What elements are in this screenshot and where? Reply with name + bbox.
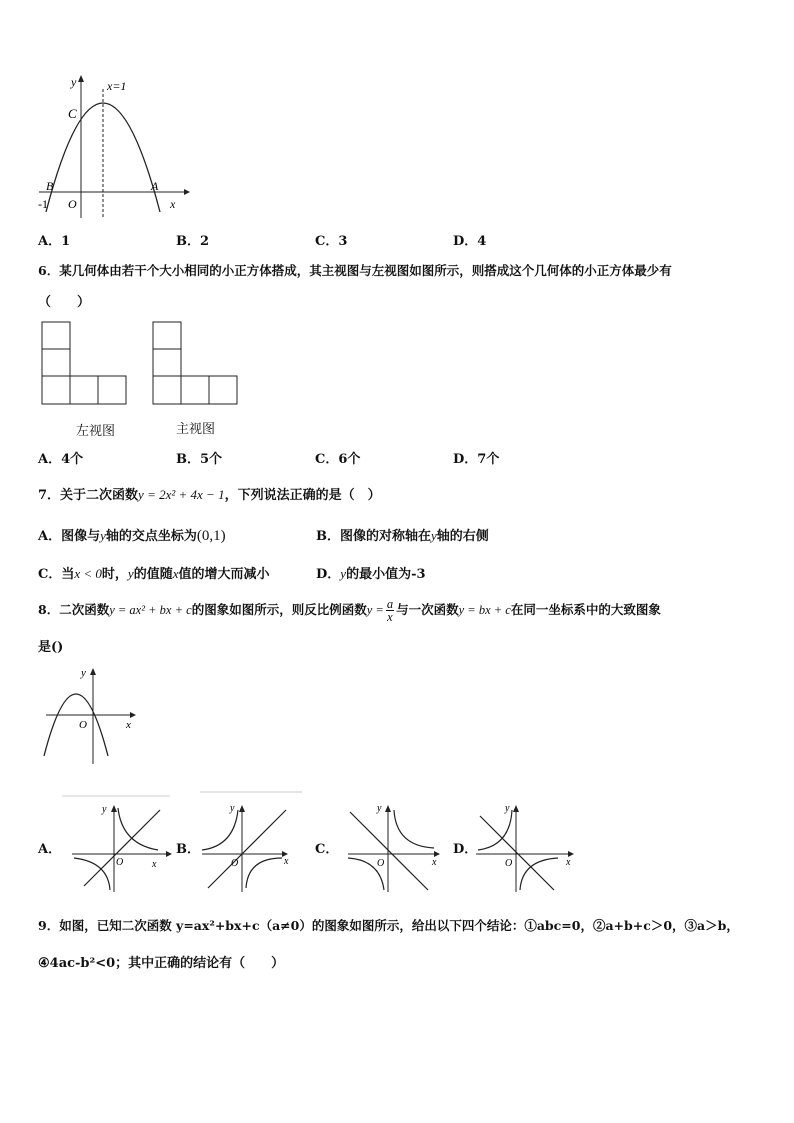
hyperbola-branch-1 [478, 810, 512, 850]
q9-question-line2: ④4ac-b²<0；其中正确的结论有（ ） [38, 956, 285, 971]
q7-prefix: 7．关于二次函数 [38, 488, 139, 503]
label-O: O [231, 858, 239, 869]
label-O: O [68, 197, 77, 211]
q8-option-c-label[interactable]: C． [315, 842, 339, 857]
q9-question-line1: 9．如图，已知二次函数 y=ax²+bx+c（a≠0）的图象如图所示，给出以下四个结论：①abc=0，②a+b+c＞0，③a＞b， [38, 918, 739, 933]
q7-option-a[interactable] [38, 525, 226, 545]
q8-formula1: y = ax² + bx + c [109, 603, 192, 617]
hyperbola-branch-1 [118, 808, 158, 850]
q8-question-line1 [38, 598, 661, 623]
label-y: y [505, 803, 510, 814]
label-B: B [46, 179, 54, 193]
label-neg1: -1 [38, 197, 48, 211]
y-axis-arrow [239, 805, 245, 812]
label-C: C [68, 106, 77, 121]
q8-prefix: 8．二次函数 [38, 602, 110, 617]
q7-optC-y: y [127, 566, 134, 581]
front-view-caption: 主视图 [176, 422, 216, 437]
q6-question-line1: 6．某几何体由若干个大小相同的小正方体搭成，其主视图与左视图如图所示，则搭成这个几何体的小正方体最少有 [38, 263, 672, 278]
q7-optD-y: y [340, 566, 347, 581]
q7-option-c[interactable] [38, 563, 270, 582]
q7-optA-y: y [100, 528, 106, 543]
left-view-grid [42, 322, 126, 404]
hyperbola-branch-2 [520, 858, 558, 890]
label-x: x [432, 857, 437, 868]
q7-optA-mid: 轴的交点坐标为 [105, 529, 197, 544]
q7-optD-pre: D． [316, 567, 341, 582]
q8-option-b-graph[interactable] [198, 790, 308, 894]
q7-optB-pre: B．图像的对称轴在 [316, 529, 431, 544]
q8-option-a-graph[interactable] [60, 794, 180, 894]
q7-optB-post: 轴的右侧 [436, 529, 489, 544]
q7-optA-val: (0,1) [196, 528, 226, 544]
q8-option-d-graph[interactable] [472, 798, 582, 894]
q7-option-d[interactable] [316, 563, 426, 582]
q8-question-line2: 是() [38, 640, 64, 655]
label-O: O [377, 858, 385, 869]
label-O: O [79, 719, 87, 731]
q8-fraction-num: a [386, 597, 394, 611]
label-x: x [284, 856, 289, 867]
q7-question [38, 484, 381, 503]
q8-formula2-lhs: y = [366, 603, 384, 617]
q7-formula: y = 2x² + 4x − 1 [138, 487, 225, 502]
linear-line [350, 812, 428, 890]
label-y: y [230, 803, 235, 814]
label-x: x [566, 857, 571, 868]
q8-formula3: y = bx + c [458, 603, 511, 617]
y-axis-arrow [385, 805, 391, 812]
label-axis-eq: x=1 [107, 79, 127, 93]
q8-fraction-den: x [387, 610, 393, 624]
q7-optC-mid2: 的值随 [133, 567, 173, 582]
q7-optB-y: y [431, 528, 437, 543]
label-O: O [116, 857, 124, 868]
linear-line [480, 816, 554, 890]
x-axis-arrow [184, 189, 190, 195]
hyperbola-branch-2 [246, 858, 282, 888]
q6-option-b[interactable]: B．5个 [176, 452, 223, 467]
q7-optA-pre: A．图像与 [38, 529, 101, 544]
q5-option-b[interactable]: B．2 [176, 234, 210, 249]
front-view-grid [153, 322, 237, 404]
label-y: y [102, 804, 107, 815]
label-y: y [71, 75, 77, 89]
q8-main-figure [38, 664, 148, 768]
label-x: x [152, 859, 157, 870]
q6-option-c[interactable]: C．6个 [315, 452, 361, 467]
y-axis-arrow [111, 805, 117, 812]
q7-optD-post: 的最小值为-3 [346, 567, 426, 582]
q7-optC-cond: x < 0 [74, 566, 102, 581]
q7-optC-mid1: 时， [101, 567, 128, 582]
q8-option-b-label[interactable]: B． [176, 842, 200, 857]
hyperbola-branch-1 [394, 810, 434, 848]
q5-option-c[interactable]: C．3 [315, 234, 348, 249]
y-axis-arrow [78, 75, 84, 82]
label-A: A [151, 179, 159, 193]
q6-option-d[interactable]: D．7个 [453, 452, 500, 467]
label-y: y [81, 667, 86, 679]
q7-suffix: ，下列说法正确的是（ ） [224, 488, 381, 503]
label-x: x [170, 197, 176, 211]
x-axis-arrow [166, 851, 172, 857]
x-axis-arrow [130, 712, 136, 718]
y-axis-arrow [513, 805, 519, 812]
q7-optC-post: 值的增大而减小 [178, 567, 270, 582]
hyperbola-branch-2 [74, 858, 110, 890]
linear-line [208, 810, 286, 888]
q7-optC-x: x [172, 566, 179, 581]
parabola-curve [44, 694, 108, 756]
q8-mid1: 的图象如图所示，则反比例函数 [191, 602, 367, 617]
q6-views-figure [40, 321, 240, 407]
q8-option-d-label[interactable]: D． [453, 842, 478, 857]
left-view-caption: 左视图 [76, 424, 116, 439]
q8-suffix: 在同一坐标系中的大致图象 [510, 602, 661, 617]
label-y: y [377, 803, 382, 814]
q8-option-c-graph[interactable] [344, 798, 454, 894]
q8-mid2: 与一次函数 [396, 602, 459, 617]
q7-option-b[interactable] [316, 525, 489, 544]
q6-option-a[interactable]: A．4个 [38, 452, 84, 467]
label-O: O [505, 858, 513, 869]
q5-option-d[interactable]: D．4 [453, 234, 487, 249]
q8-option-a-label[interactable]: A． [38, 842, 62, 857]
q8-fraction [386, 598, 394, 623]
q7-optC-pre: C．当 [38, 567, 75, 582]
hyperbola-branch-1 [202, 810, 238, 850]
y-axis-arrow [90, 668, 96, 675]
label-x: x [126, 719, 131, 731]
q5-parabola-figure [34, 72, 194, 222]
q6-question-line2: （ ） [38, 295, 91, 310]
q5-option-a[interactable]: A．1 [38, 234, 71, 249]
